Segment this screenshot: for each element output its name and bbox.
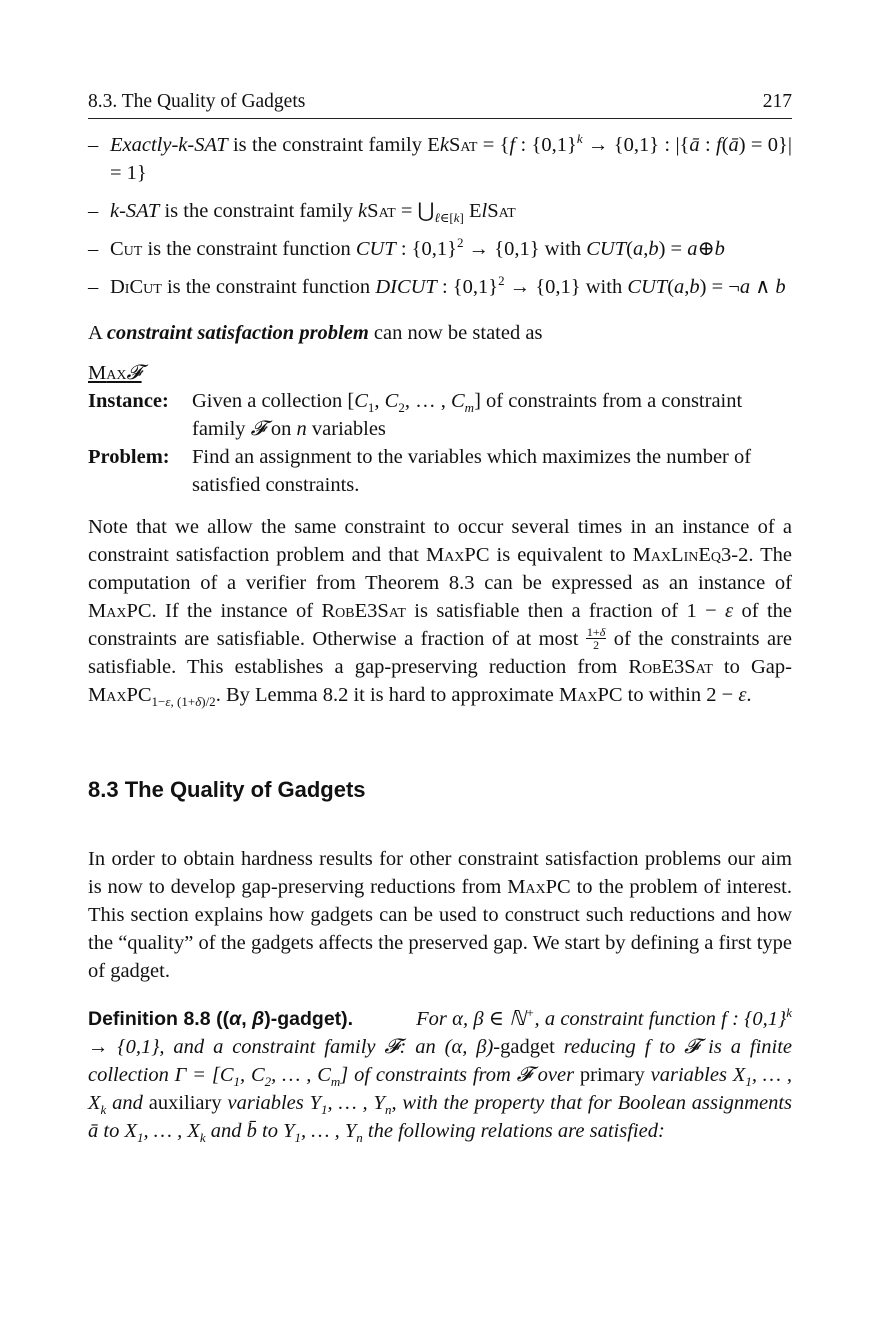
- dash-bullet: –: [88, 200, 99, 222]
- instance-label: Instance:: [88, 390, 169, 412]
- definition-text: is the constraint function CUT : $\{0,1\}^2 \to \{0,1\}$ with CUT(a,b) = a⊕b: [142, 235, 725, 260]
- definition-item: [88, 131, 792, 187]
- definition-heading: Definition 8.8 ((α, β)-gadget).: [88, 1008, 354, 1030]
- definition-name: Exactly-k-SAT: [110, 134, 228, 156]
- running-head-title: 8.3. The Quality of Gadgets: [88, 91, 306, 112]
- problem-text: Find an assignment to the variables which maximizes the number of satisfied constraints.: [192, 446, 752, 496]
- paragraph-maxpc: Note that we allow the same constraint to occur several times in an instance of a constraint satisfaction problem and that MaxPC is equivalent to MaxLinEq3-2. The computation of a verifier from Theorem 8.3 can be expressed as an instance of MaxPC. If the instance of RobE3Sat is satisfiable then a fraction of 1 − ε of the constraints are satisfiable. Otherwise a fraction of at most $\frac{1+\delta}{2}$ of the constraints are satisfiable. This establishes a gap-preserving reduction from RobE3Sat to Gap-MaxPC$_{1-\varepsilon, (1+\delta)/2}$. By Lemma 8.2 it is hard to approximate MaxPC to within 2 − ε.: [88, 516, 792, 710]
- running-head: [88, 88, 792, 119]
- definition-list: [88, 131, 792, 301]
- definition-item: [88, 273, 792, 301]
- definition-body: For α, β ∈ ℕ+, a constraint function f : $\{0,1\}^k \to \{0,1\}$, and a constraint family 𝓕: an (α, β)-gadget reducing f to 𝓕 is a finite collection $\Gamma = [C_1$, $C_2$, … , $C_m$] of constraints from 𝓕 over primary variables $X_1$, … , $X_k$ and auxiliary variables $Y_1$, … , $Y_n$, with the property that for Boolean assignments ā to $X_1$, … , $X_k$ and b̄ to $Y_1$, … , $Y_n$ the following relations are satisfied:: [88, 1005, 793, 1146]
- problem-row: [88, 443, 792, 499]
- problem-box: [88, 359, 792, 499]
- problem-label: Problem:: [88, 446, 170, 468]
- instance-row: [88, 387, 792, 443]
- dash-bullet: –: [88, 276, 99, 298]
- section-heading: 8.3 The Quality of Gadgets: [88, 777, 366, 802]
- page: [88, 88, 792, 1145]
- definition-text: is the constraint family kSat = $⋃_{\ell\in[k]}$ ElSat: [159, 200, 516, 226]
- page-number: 217: [762, 91, 792, 112]
- definition-text: is the constraint family EkSat = {f : $\{0,1\}^k \to \{0,1\}$ : |{ā : f(ā) = 0}| = 1}: [110, 131, 792, 184]
- intro-sentence: A constraint satisfaction problem can now be stated as: [88, 322, 543, 344]
- definition-name: Cut: [110, 238, 143, 260]
- instance-text: Given a collection [$C_1$, $C_2$, … , $C_m$] of constraints from a constraint family 𝓕 on n variables: [192, 390, 743, 440]
- definition-text: is the constraint function DICUT : $\{0,1\}^2 \to \{0,1\}$ with CUT(a,b) = ¬a ∧ b: [161, 273, 786, 298]
- definition-item: [88, 197, 792, 225]
- dash-bullet: –: [88, 238, 99, 260]
- term-csp: constraint satisfaction problem: [106, 322, 369, 344]
- definition-name: DiCut: [110, 276, 162, 298]
- dash-bullet: –: [88, 134, 99, 156]
- definition-name: k-SAT: [110, 200, 160, 222]
- definition-item: [88, 235, 792, 263]
- definition-8-8: [88, 1005, 792, 1145]
- section-paragraph: In order to obtain hardness results for other constraint satisfaction problems our aim is now to develop gap-preserving reductions from MaxPC to the problem of interest. This section explains how gadgets can be used to construct such reductions and how the “quality” of the gadgets affects the preserved gap. We start by defining a first type of gadget.: [88, 848, 792, 982]
- problem-title: Max𝓕: [88, 362, 142, 384]
